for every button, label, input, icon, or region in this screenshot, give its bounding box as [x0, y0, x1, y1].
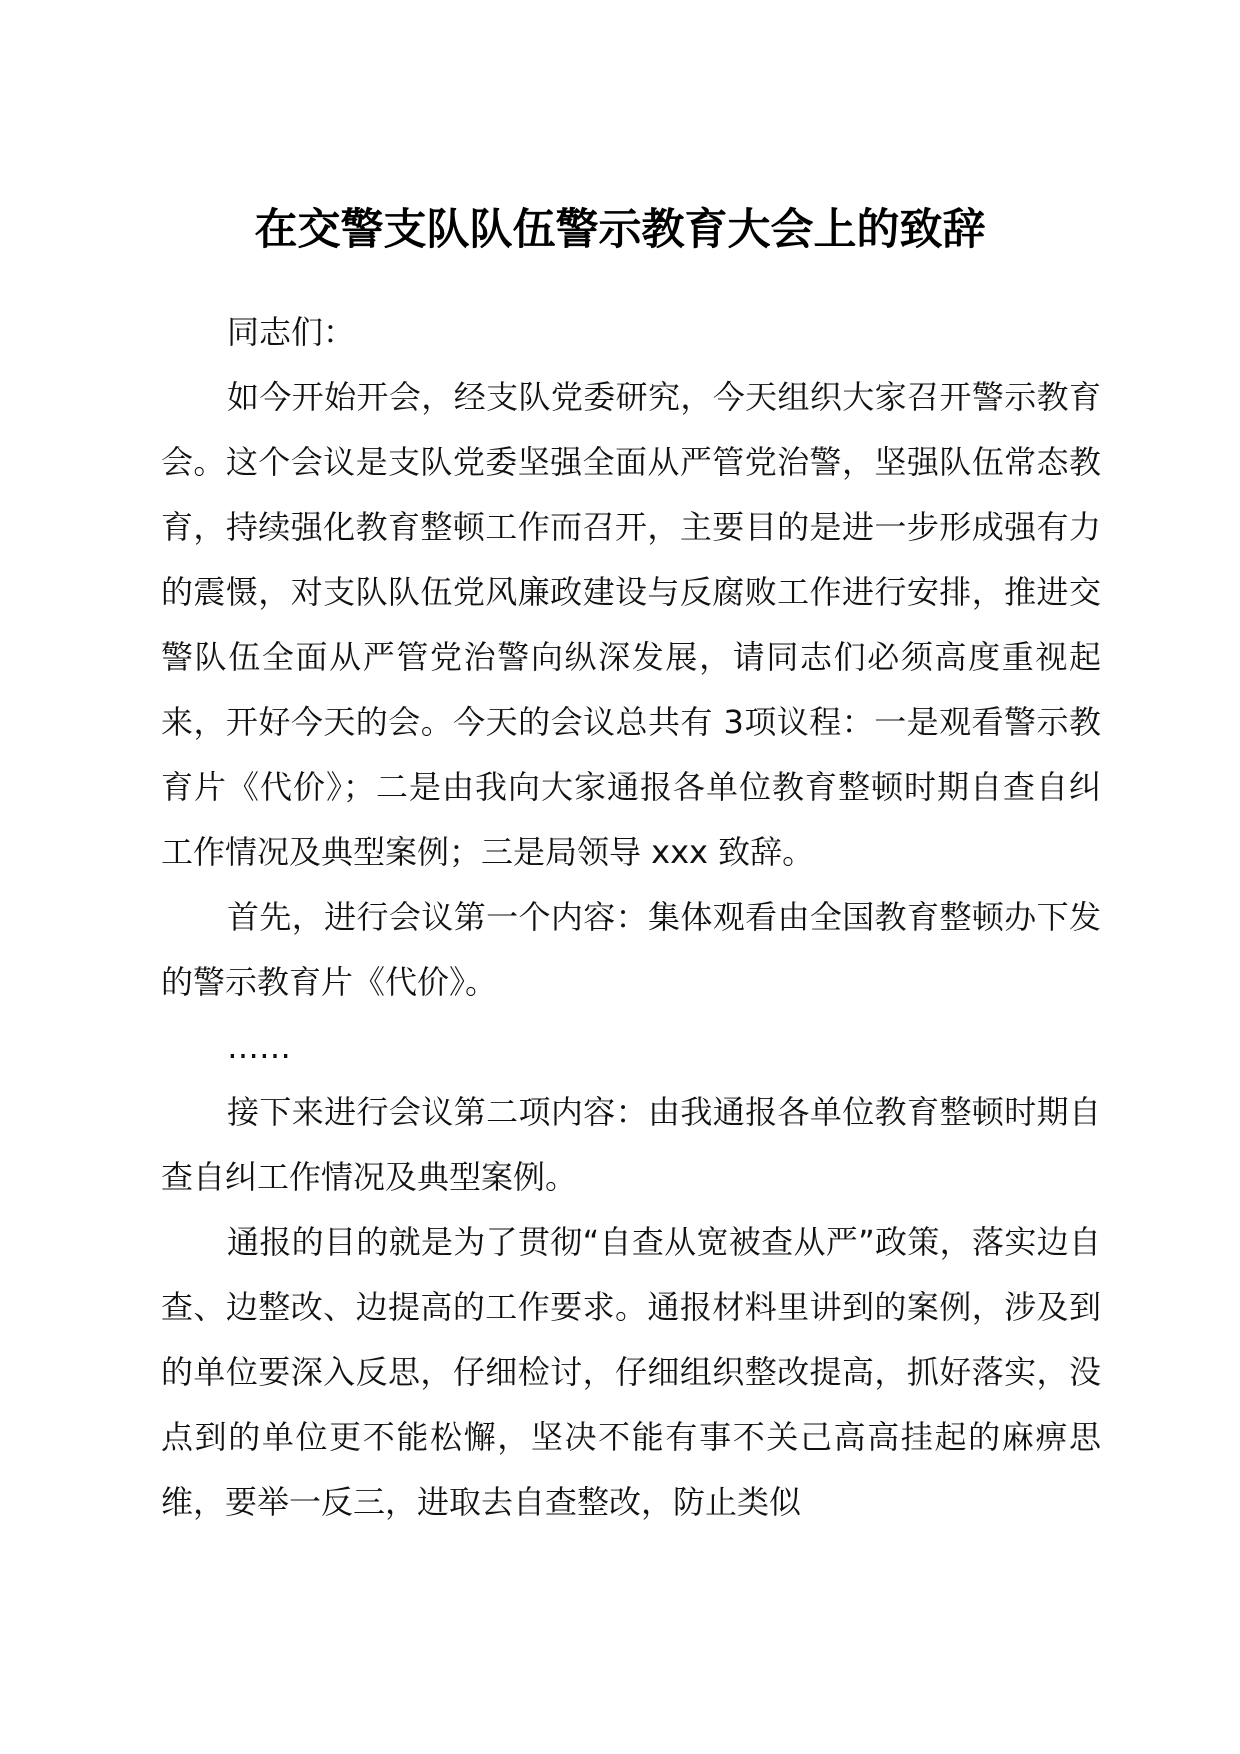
second-item-paragraph: 接下来进行会议第二项内容：由我通报各单位教育整顿时期自查自纠工作情况及典型案例。: [161, 1093, 1101, 1196]
document-body: [161, 300, 1101, 1535]
document-title: 在交警支队队伍警示教育大会上的致辞: [254, 205, 986, 255]
ellipsis-paragraph: ……: [227, 1028, 291, 1066]
first-item-paragraph: 首先，进行会议第一个内容：集体观看由全国教育整顿办下发的警示教育片《代价》。: [161, 898, 1101, 1001]
opening-paragraph: 如今开始开会，经支队党委研究，今天组织大家召开警示教育会。这个会议是支队党委坚强全面从严管党治警，坚强队伍常态教育，持续强化教育整顿工作而召开，主要目的是进一步形成强有力的震慑，对支队队伍党风廉政建设与反腐败工作进行安排，推进交警队伍全面从严管党治警向纵深发展，请同志们必须高度重视起来，开好今天的会。今天的会议总共有 3项议程：一是观看警示教育片《代价》；二是由我向大家通报各单位教育整顿时期自查自纠工作情况及典型案例；三是局领导 xxx 致辞。: [161, 378, 1101, 871]
salutation-paragraph: 同志们：: [227, 313, 356, 351]
notification-paragraph: 通报的目的就是为了贯彻“自查从宽被查从严”政策，落实边自查、边整改、边提高的工作要求。通报材料里讲到的案例，涉及到的单位要深入反思，仔细检讨，仔细组织整改提高，抓好落实，没点到的单位更不能松懈，坚决不能有事不关己高高挂起的麻痹思维，要举一反三，进取去自查整改，防止类似: [161, 1223, 1101, 1521]
